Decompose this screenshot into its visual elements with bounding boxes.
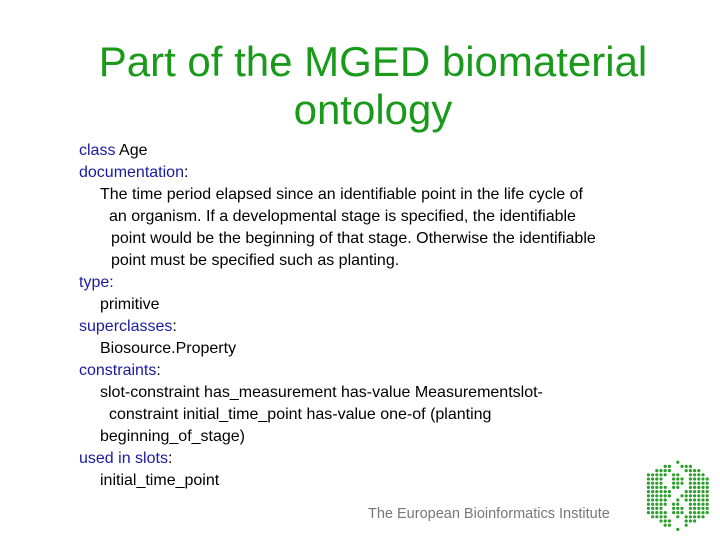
used-in-slots-value: initial_time_point [100,472,220,489]
superclasses-label-line [79,316,679,338]
page-title [0,38,720,134]
logo-dot [664,503,667,506]
logo-dot [676,473,679,476]
used-in-slots-colon: : [167,450,173,467]
logo-dot [693,494,696,497]
logo-dot [693,486,696,489]
logo-dot [651,482,654,485]
logo-dot [689,473,692,476]
logo-dot [655,494,658,497]
logo-dot [664,498,667,501]
logo-dot [676,511,679,514]
logo-dot [664,469,667,472]
logo-dot [701,507,704,510]
logo-dot [689,465,692,468]
logo-dot [701,511,704,514]
logo-dot [676,507,679,510]
logo-dot [676,482,679,485]
logo-dot [693,473,696,476]
logo-dot [647,477,650,480]
logo-dot [697,469,700,472]
logo-dot [647,486,650,489]
logo-dot [672,503,675,506]
logo-dot [659,511,662,514]
ontology-content [79,140,679,492]
logo-dot [659,494,662,497]
logo-dot [701,490,704,493]
logo-dot [672,482,675,485]
documentation-line-1: The time period elapsed since an identifiable point in the life cycle of [100,186,583,203]
logo-dot [706,503,709,506]
superclasses-value: Biosource.Property [100,340,237,357]
logo-dot [701,503,704,506]
logo-dot [685,465,688,468]
ebi-logo-icon [638,454,716,536]
logo-dot [676,461,679,464]
logo-dot [697,511,700,514]
logo-dot [693,503,696,506]
logo-dot [664,511,667,514]
logo-dot [693,515,696,518]
logo-dot [676,503,679,506]
logo-dot [680,477,683,480]
logo-dot [647,507,650,510]
superclasses-label: superclasses [79,318,173,335]
logo-dot [685,490,688,493]
logo-dot [668,469,671,472]
logo-dot [693,490,696,493]
title-line-2: ontology [293,86,453,133]
logo-dot [689,477,692,480]
logo-dot [672,507,675,510]
logo-dot [697,482,700,485]
logo-dot [651,477,654,480]
logo-dot [672,486,675,489]
logo-dot [685,494,688,497]
logo-dot [655,498,658,501]
logo-dot [706,507,709,510]
logo-dot [689,469,692,472]
documentation-label: documentation [79,164,184,181]
constraints-line-2: constraint initial_time_point has-value one-of (planting [109,406,492,423]
logo-dot [693,482,696,485]
logo-dot [655,507,658,510]
logo-dot [664,486,667,489]
logo-dot [689,507,692,510]
documentation-line-2: an organism. If a developmental stage is specified, the identifiable [109,208,576,225]
used-in-slots-label: used in slots [79,450,168,467]
logo-dot [664,524,667,527]
logo-dot [651,498,654,501]
class-line [79,140,679,162]
logo-dot [676,477,679,480]
logo-dot [647,503,650,506]
logo-dot [672,511,675,514]
logo-dot [647,498,650,501]
logo-dot [668,494,671,497]
logo-dot [701,473,704,476]
constraints-label-line [79,360,679,382]
logo-dot [693,477,696,480]
logo-dot [685,515,688,518]
logo-dot [651,511,654,514]
logo-dot [689,490,692,493]
logo-dot [668,465,671,468]
logo-dot [672,477,675,480]
logo-dot [706,490,709,493]
logo-dot [676,486,679,489]
logo-dot [701,482,704,485]
logo-dot [693,519,696,522]
logo-dot [689,519,692,522]
logo-dot [655,482,658,485]
logo-dot [659,482,662,485]
constraints-label: constraints [79,362,157,379]
logo-dot [706,511,709,514]
logo-dot [685,519,688,522]
constraints-line-3: beginning_of_stage) [100,428,246,445]
documentation-line-4: point must be specified such as planting. [111,252,400,269]
logo-dot [697,503,700,506]
logo-dot [685,524,688,527]
logo-dot [697,477,700,480]
logo-dot [693,469,696,472]
constraints-line-1: slot-constraint has_measurement has-value Measurementslot- [100,384,543,401]
logo-dot [706,477,709,480]
logo-dot [664,465,667,468]
logo-dot [659,473,662,476]
logo-dot [664,519,667,522]
type-value: primitive [100,296,160,313]
logo-dot [659,503,662,506]
logo-dot [706,498,709,501]
logo-dot [689,498,692,501]
logo-dot [664,473,667,476]
logo-dot [693,511,696,514]
logo-dot [676,498,679,501]
logo-dot [651,507,654,510]
logo-dot [651,503,654,506]
logo-dot [680,494,683,497]
logo-dot [697,494,700,497]
used-in-slots-label-line [79,448,679,470]
logo-dot [680,465,683,468]
logo-dot [655,469,658,472]
logo-dot [664,490,667,493]
logo-dot [651,515,654,518]
logo-dot [701,498,704,501]
logo-dot [689,503,692,506]
logo-dot [689,515,692,518]
logo-dot [655,477,658,480]
logo-dot [706,486,709,489]
footer-institute: The European Bioinformatics Institute [368,506,610,522]
logo-dot [651,486,654,489]
logo-dot [647,511,650,514]
type-label: type: [79,274,114,291]
logo-dot [697,507,700,510]
logo-dot [701,477,704,480]
logo-dot [659,486,662,489]
logo-dot [647,473,650,476]
documentation-line-3: point would be the beginning of that stage. Otherwise the identifiable [111,230,596,247]
logo-dot [689,511,692,514]
constraints-colon: : [156,362,161,379]
logo-dot [693,507,696,510]
logo-dot [659,519,662,522]
logo-dot [668,524,671,527]
logo-dot [697,515,700,518]
logo-dot [664,494,667,497]
documentation-colon: : [183,164,189,181]
logo-dot [647,490,650,493]
logo-dot [685,498,688,501]
logo-dot [701,515,704,518]
logo-dot [701,486,704,489]
logo-dot [668,519,671,522]
logo-dot [697,498,700,501]
logo-dot [680,507,683,510]
logo-dot [659,490,662,493]
logo-dot [680,482,683,485]
logo-dot [676,515,679,518]
logo-dot [672,473,675,476]
logo-dot [664,515,667,518]
logo-dot [706,482,709,485]
class-value: Age [115,142,148,159]
logo-dot [651,490,654,493]
logo-dot [697,490,700,493]
logo-dot [701,494,704,497]
logo-dot [659,507,662,510]
documentation-label-line [79,162,679,184]
logo-dot [655,473,658,476]
logo-dot [706,494,709,497]
logo-dot [651,473,654,476]
class-keyword: class [79,142,116,159]
logo-dot [659,469,662,472]
logo-dot [697,473,700,476]
logo-dot [676,528,679,531]
logo-dot [689,482,692,485]
logo-dot [655,515,658,518]
logo-dot [655,490,658,493]
logo-dot [647,494,650,497]
logo-dot [697,486,700,489]
title-line-1: Part of the MGED biomaterial [98,38,648,85]
logo-dot [685,469,688,472]
logo-dot [668,490,671,493]
superclasses-colon: : [172,318,177,335]
logo-dot [689,486,692,489]
logo-dot [659,515,662,518]
logo-dot [655,511,658,514]
logo-dot [689,494,692,497]
logo-dot [659,477,662,480]
logo-dot [693,498,696,501]
logo-dot [680,511,683,514]
logo-dot [659,498,662,501]
logo-dot [647,482,650,485]
logo-dot [651,494,654,497]
logo-dot [655,486,658,489]
logo-dot [655,503,658,506]
